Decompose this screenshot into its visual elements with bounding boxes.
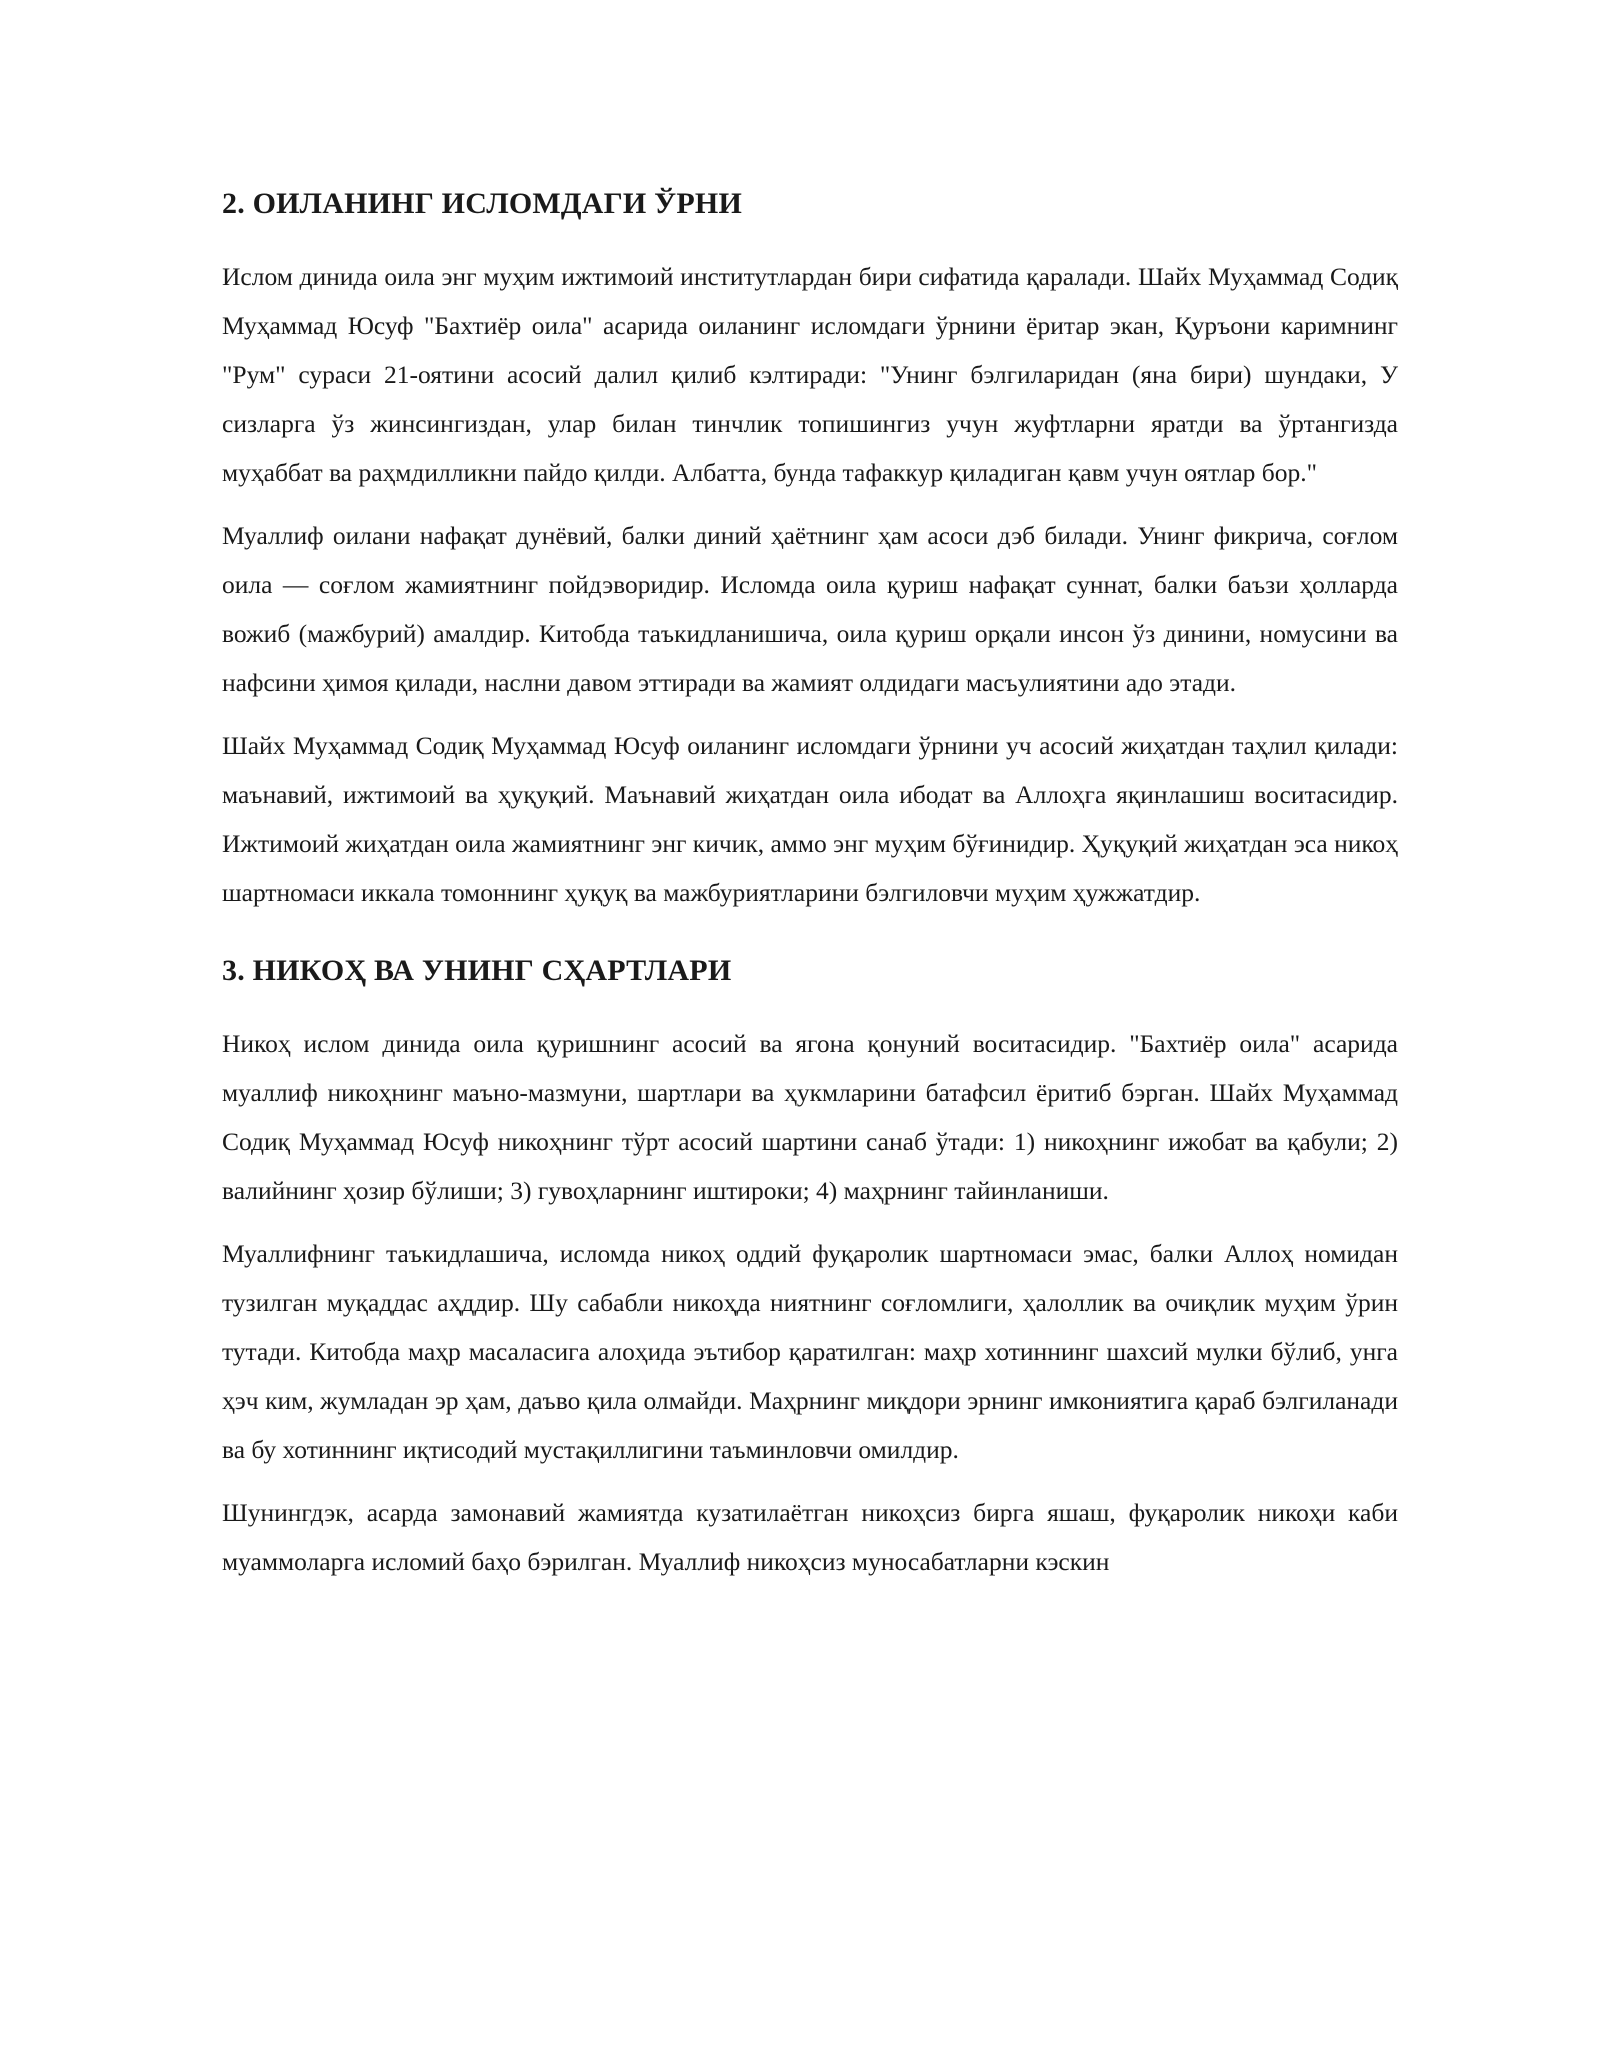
- section-heading: 3. НИКОҲ ВА УНИНГ СҲАРТЛАРИ: [222, 954, 732, 987]
- paragraph: Никоҳ ислом динида оила қуришнинг асосий ва ягона қонуний воситасидир. "Бахтиёр оила" асарида муаллиф никоҳнинг маъно-мазмуни, шартлари ва ҳукмларини батафсил ёритиб бэрган. Шайх Муҳаммад Содиқ Муҳаммад Юсуф никоҳнинг тўрт асосий шартини санаб ўтади: 1) никоҳнинг ижобат ва қабули; 2) валийнинг ҳозир бўлиши; 3) гувоҳларнинг иштироки; 4) маҳрнинг тайинланиши.: [222, 1029, 1398, 1205]
- paragraph: Шайх Муҳаммад Содиқ Муҳаммад Юсуф оиланинг исломдаги ўрнини уч асосий жиҳатдан таҳлил қилади: маънавий, ижтимоий ва ҳуқуқий. Маънавий жиҳатдан оила ибодат ва Аллоҳга яқинлашиш воситасидир. Ижтимоий жиҳатдан оила жамиятнинг энг кичик, аммо энг муҳим бўғинидир. Ҳуқуқий жиҳатдан эса никоҳ шартномаси иккала томоннинг ҳуқуқ ва мажбуриятларини бэлгиловчи муҳим ҳужжатдир.: [222, 731, 1398, 907]
- paragraph: Муаллиф оилани нафақат дунёвий, балки диний ҳаётнинг ҳам асоси дэб билади. Унинг фикрича, соғлом оила — соғлом жамиятнинг пойдэворидир. Исломда оила қуриш нафақат суннат, балки баъзи ҳолларда вожиб (мажбурий) амалдир. Китобда таъкидланишича, оила қуриш орқали инсон ўз динини, номусини ва нафсини ҳимоя қилади, наслни давом эттиради ва жамият олдидаги масъулиятини адо этади.: [222, 521, 1398, 697]
- section-nikah-conditions: [222, 951, 1398, 1586]
- section-family-in-islam: [222, 184, 1398, 917]
- paragraph: Ислом динида оила энг муҳим ижтимоий институтлардан бири сифатида қаралади. Шайх Муҳаммад Содиқ Муҳаммад Юсуф "Бахтиёр оила" асарида оиланинг исломдаги ўрнини ёритар экан, Қуръони каримнинг "Рум" сураси 21-оятини асосий далил қилиб кэлтиради: "Унинг бэлгиларидан (яна бири) шундаки, У сизларга ўз жинсингиздан, улар билан тинчлик топишингиз учун жуфтларни яратди ва ўртангизда муҳаббат ва раҳмдилликни пайдо қилди. Албатта, бунда тафаккур қиладиган қавм учун оятлар бор.": [222, 262, 1398, 487]
- section-heading: 2. ОИЛАНИНГ ИСЛОМДАГИ ЎРНИ: [222, 187, 742, 220]
- paragraph: Муаллифнинг таъкидлашича, исломда никоҳ оддий фуқаролик шартномаси эмас, балки Аллоҳ номидан тузилган муқаддас аҳддир. Шу сабабли никоҳда ниятнинг соғломлиги, ҳалоллик ва очиқлик муҳим ўрин тутади. Китобда маҳр масаласига алоҳида эътибор қаратилган: маҳр хотиннинг шахсий мулки бўлиб, унга ҳэч ким, жумладан эр ҳам, даъво қила олмайди. Маҳрнинг миқдори эрнинг имкониятига қараб бэлгиланади ва бу хотиннинг иқтисодий мустақиллигини таъминловчи омилдир.: [222, 1239, 1398, 1464]
- paragraph: Шунингдэк, асарда замонавий жамиятда кузатилаётган никоҳсиз бирга яшаш, фуқаролик никоҳи каби муаммоларга исломий баҳо бэрилган. Муаллиф никоҳсиз муносабатларни кэскин: [222, 1498, 1398, 1576]
